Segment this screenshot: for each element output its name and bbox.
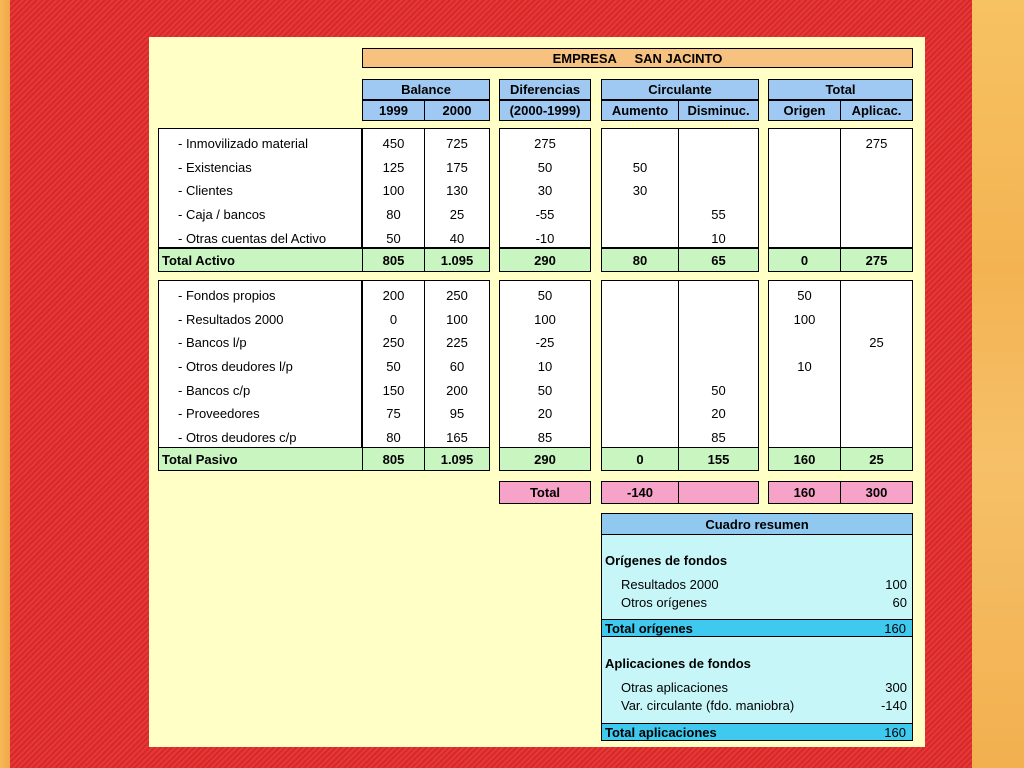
activo-row-label: - Inmovilizado material [178, 136, 309, 151]
pasivo-row-dis: 50 [711, 383, 726, 398]
pasivo-aum-box [601, 280, 679, 448]
pasivo-row-label: - Bancos l/p [178, 335, 247, 350]
resumen-origenes-title: Orígenes de fondos [605, 553, 728, 568]
resumen-total-aplicaciones [601, 723, 913, 741]
pasivo-row-label: - Fondos propios [178, 288, 276, 303]
pasivo-row-label: - Resultados 2000 [178, 312, 284, 327]
total-activo-dis: 65 [678, 248, 759, 272]
activo-row-label: - Caja / bancos [178, 207, 266, 222]
pasivo-row-dif: 10 [537, 359, 553, 374]
pasivo-dis-box [678, 280, 759, 448]
header-aumento: Aumento [601, 100, 679, 121]
pasivo-row-dif: 50 [537, 383, 553, 398]
activo-row-aum: 50 [632, 160, 648, 175]
total-activo-ori: 0 [768, 248, 841, 272]
pasivo-row-dif: 50 [537, 288, 553, 303]
grand-total-circ-empty [678, 481, 759, 504]
activo-row-1999: 125 [382, 160, 405, 175]
pasivo-row-1999: 0 [389, 312, 398, 327]
header-dif-sub: (2000-1999) [499, 100, 591, 121]
total-pasivo-label: Total Pasivo [158, 447, 363, 471]
pasivo-row-ori: 10 [797, 359, 812, 374]
pasivo-row-2000: 100 [446, 312, 468, 327]
resumen-total-origenes [601, 619, 913, 637]
resumen-origen-label: Otros orígenes [621, 595, 707, 610]
header-2000: 2000 [424, 100, 490, 121]
company-title: EMPRESA SAN JACINTO [362, 48, 913, 68]
pasivo-row-apl: 25 [869, 335, 884, 350]
activo-row-dis: 10 [711, 231, 726, 246]
pasivo-row-label: - Otros deudores c/p [178, 430, 297, 445]
pasivo-row-label: - Proveedores [178, 406, 260, 421]
pasivo-row-label: - Otros deudores l/p [178, 359, 293, 374]
resumen-aplicacion-label: Otras aplicaciones [621, 680, 728, 695]
activo-row-2000: 725 [446, 136, 468, 151]
pasivo-row-2000: 95 [449, 406, 465, 421]
header-circulante: Circulante [601, 79, 759, 100]
pasivo-row-1999: 50 [386, 359, 401, 374]
activo-row-1999: 100 [382, 183, 405, 198]
header-total: Total [768, 79, 913, 100]
pasivo-row-2000: 225 [446, 335, 468, 350]
header-origen: Origen [768, 100, 841, 121]
activo-row-1999: 450 [382, 136, 405, 151]
total-activo-label: Total Activo [158, 248, 363, 272]
activo-row-label: - Clientes [178, 183, 233, 198]
resumen-aplicacion-value: -140 [880, 698, 907, 713]
resumen-aplicacion-value: 300 [885, 680, 907, 695]
activo-row-dif: 275 [534, 136, 556, 151]
background-left [0, 0, 10, 768]
total-activo-aum: 80 [601, 248, 679, 272]
activo-row-dif: -10 [535, 231, 555, 246]
activo-row-dif: 30 [537, 183, 553, 198]
activo-row-2000: 175 [446, 160, 468, 175]
pasivo-row-label: - Bancos c/p [178, 383, 251, 398]
resumen-title: Cuadro resumen [601, 513, 913, 535]
resumen-total-aplicaciones-label: Total aplicaciones [605, 724, 717, 740]
activo-row-dis: 55 [711, 207, 726, 222]
activo-row-label: - Existencias [178, 160, 252, 175]
total-pasivo-ori: 160 [768, 447, 841, 471]
total-pasivo-aum: 0 [601, 447, 679, 471]
header-diferencias: Diferencias [499, 79, 591, 100]
total-activo-dif: 290 [499, 248, 591, 272]
activo-row-apl: 275 [865, 136, 888, 151]
pasivo-row-dif: 85 [537, 430, 553, 445]
pasivo-row-2000: 60 [449, 359, 465, 374]
pasivo-row-dif: -25 [535, 335, 555, 350]
pasivo-row-1999: 80 [386, 430, 401, 445]
pasivo-row-dis: 85 [711, 430, 726, 445]
header-aplicac: Aplicac. [840, 100, 913, 121]
total-pasivo-dif: 290 [499, 447, 591, 471]
activo-ori-box [768, 128, 841, 248]
resumen-origen-value: 100 [885, 577, 907, 592]
total-pasivo-2000: 1.095 [424, 447, 490, 471]
activo-row-dif: 50 [537, 160, 553, 175]
resumen-origen-label: Resultados 2000 [621, 577, 719, 592]
pasivo-apl-box [840, 280, 913, 448]
activo-row-2000: 40 [449, 231, 465, 246]
total-activo-1999: 805 [362, 248, 425, 272]
header-1999: 1999 [362, 100, 425, 121]
pasivo-row-2000: 250 [446, 288, 468, 303]
activo-row-label: - Otras cuentas del Activo [178, 231, 327, 246]
grand-total-apl: 300 [840, 481, 913, 504]
total-activo-2000: 1.095 [424, 248, 490, 272]
activo-row-1999: 50 [386, 231, 401, 246]
resumen-total-origenes-label: Total orígenes [605, 620, 693, 636]
activo-row-2000: 25 [449, 207, 465, 222]
resumen-total-aplicaciones-value: 160 [884, 724, 906, 740]
pasivo-row-1999: 75 [386, 406, 401, 421]
total-activo-apl: 275 [840, 248, 913, 272]
pasivo-row-dif: 100 [534, 312, 556, 327]
activo-row-dif: -55 [535, 207, 555, 222]
pasivo-row-1999: 150 [382, 383, 405, 398]
activo-row-1999: 80 [386, 207, 401, 222]
grand-total-ori: 160 [768, 481, 841, 504]
pasivo-row-dif: 20 [537, 406, 553, 421]
activo-row-aum: 30 [632, 183, 648, 198]
pasivo-row-dis: 20 [711, 406, 726, 421]
pasivo-row-1999: 200 [382, 288, 405, 303]
spreadsheet [149, 37, 925, 747]
grand-total-label: Total [499, 481, 591, 504]
total-pasivo-dis: 155 [678, 447, 759, 471]
resumen-aplicaciones-title: Aplicaciones de fondos [605, 656, 751, 671]
resumen-total-origenes-value: 160 [884, 620, 906, 636]
activo-dis-box [678, 128, 759, 248]
pasivo-row-ori: 50 [797, 288, 812, 303]
resumen-origen-value: 60 [892, 595, 907, 610]
total-pasivo-1999: 805 [362, 447, 425, 471]
grand-total-circ: -140 [601, 481, 679, 504]
resumen-aplicacion-label: Var. circulante (fdo. maniobra) [621, 698, 795, 713]
header-disminuc: Disminuc. [678, 100, 759, 121]
pasivo-row-2000: 200 [446, 383, 468, 398]
activo-row-2000: 130 [446, 183, 468, 198]
pasivo-row-ori: 100 [793, 312, 816, 327]
total-pasivo-apl: 25 [840, 447, 913, 471]
pasivo-row-1999: 250 [382, 335, 405, 350]
header-balance: Balance [362, 79, 490, 100]
pasivo-row-2000: 165 [446, 430, 468, 445]
